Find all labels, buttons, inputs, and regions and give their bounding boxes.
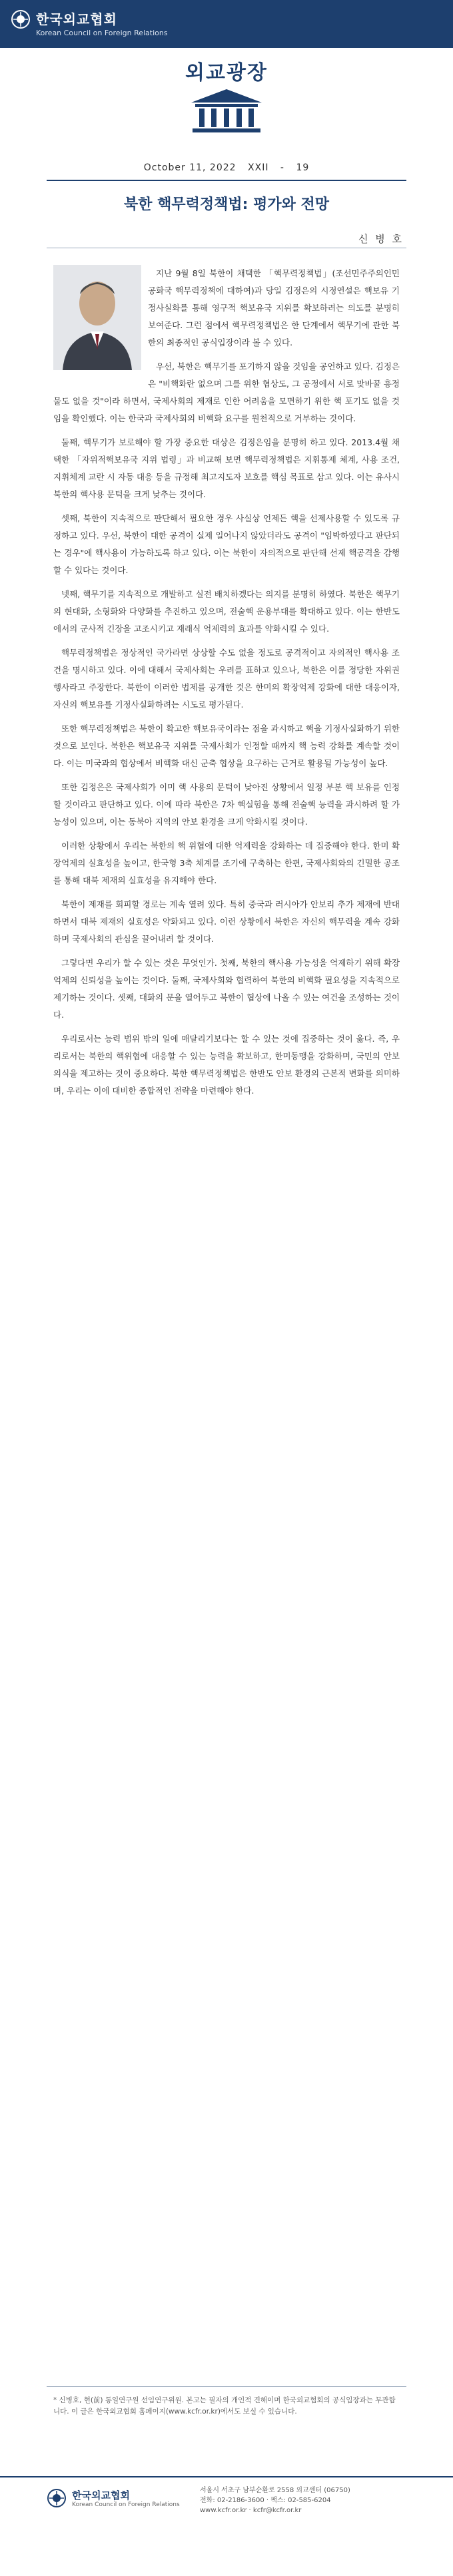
newsletter-title: 외교광장 — [185, 61, 268, 85]
issue-date: October 11, 2022 — [143, 162, 236, 173]
paragraph: 또한 핵무력정책법은 북한이 확고한 핵보유국이라는 점을 과시하고 핵을 기정사실화하기 위한 것으로 보인다. 북한은 핵보유국 지위를 국제사회가 인정할 때까지 핵 능력 강화를 계속할 것이다. 이는 미국과의 협상에서 비핵화 대신 군축 협상을 요구하는 근거로 활용될 가능성이 높다. — [53, 724, 400, 768]
article-author: 신 병 호 — [358, 233, 404, 245]
article-body — [53, 265, 400, 1106]
footer-org-name-en: Korean Council on Foreign Relations — [72, 2501, 180, 2508]
paragraph: 넷째, 핵무기를 지속적으로 개발하고 실전 배치하겠다는 의지를 분명히 하였다. 북한은 핵무기의 현대화, 소형화와 다양화를 추진하고 있으며, 전술핵 운용부대를 확대하고 있다. 이는 한반도에서의 군사적 긴장을 고조시키고 재래식 억제력의 효과를 약화시킬 수 있다. — [53, 589, 400, 634]
org-logo-icon — [11, 9, 31, 29]
paragraph: 지난 9월 8일 북한이 채택한 「핵무력정책법」(조선민주주의인민공화국 핵무력정책에 대하여)과 당일 김정은의 시정연설은 핵보유 기정사실화를 통해 영구적 핵보유국 지위를 확보하려는 의도를 분명히 보여준다. 그런 점에서 핵무력정책법은 한 단계에서 핵무기에 관한 북한의 최종적인 공식입장이라 볼 수 있다. — [148, 268, 400, 347]
paragraph: 우선, 북한은 핵무기를 포기하지 않을 것임을 공언하고 있다. 김정은은 "비핵화란 없으며 그를 위한 협상도, 그 공정에서 서로 맞바꿀 흥정물도 없을 것"이라 하면서, 국제사회의 제재로 인한 어려움을 모면하기 위한 핵 포기도 없을 것임을 확인했다. 이는 한국과 국제사회의 비핵화 요구를 원천적으로 거부하는 것이다. — [53, 361, 400, 423]
footer-phone: 전화: 02-2186-3600 · 팩스: 02-585-6204 — [200, 2497, 331, 2504]
paragraph: 둘째, 핵무기가 보로해야 할 가장 중요한 대상은 김정은임을 분명히 하고 있다. 2013.4월 채택한 「자위적핵보유국 지위 법령」과 비교해 보면 핵무력정책법은 지휘통제 체계, 사용 조건, 지휘체계 교란 시 자동 대응 등을 규정해 최고지도자 보호를 핵심 목표로 삼고 있다. 이는 유사시 북한의 핵사용 문턱을 크게 낮추는 것이다. — [53, 437, 400, 499]
header-band — [0, 0, 453, 48]
issue-separator: - — [280, 162, 284, 173]
divider-top — [47, 180, 406, 181]
issue-volume: XXII — [248, 162, 269, 173]
footer-contact — [200, 2485, 413, 2515]
footer-address: 서울시 서초구 남부순환로 2558 외교센터 (06750) — [200, 2487, 350, 2494]
paragraph: 우리로서는 능력 범위 밖의 일에 매달리기보다는 할 수 있는 것에 집중하는 것이 옳다. 즉, 우리로서는 북한의 핵위협에 대응할 수 있는 능력을 확보하고, 한미동맹을 강화하며, 국민의 안보의식을 제고하는 것이 중요하다. 북한 핵무력정책법은 한반도 안보 환경의 근본적 변화를 의미하며, 우리는 이에 대비한 종합적인 전략을 마련해야 한다. — [53, 1034, 400, 1096]
paragraph: 핵무력정책법은 정상적인 국가라면 상상할 수도 없을 정도로 공격적이고 자의적인 핵사용 조건을 명시하고 있다. 이에 대해서 국제사회는 우려를 표하고 있으나, 북한은 이를 정당한 자위권 행사라고 주장한다. 북한이 이러한 법제를 공개한 것은 한미의 확장억제 강화에 대한 대응이자, 자신의 핵보유를 기정사실화하려는 시도로 평가된다. — [53, 648, 400, 710]
footnote: * 신병호, 현(前) 통일연구원 선임연구위원. 본고는 필자의 개인적 견해이며 한국외교협회의 공식입장과는 무관합니다. 이 글은 한국외교협회 홈페이지(www.kcfr.or.kr)에서도 보실 수 있습니다. — [53, 2396, 396, 2416]
footer-logo-icon — [47, 2488, 67, 2508]
footer-org-name: 한국외교협회 — [72, 2489, 130, 2501]
photo-spacer — [53, 265, 148, 377]
paragraph: 북한이 제재를 회피할 경로는 계속 열려 있다. 특히 중국과 러시아가 안보리 추가 제재에 반대하면서 대북 제재의 실효성은 약화되고 있다. 이런 상황에서 북한은 자신의 핵무력을 계속 강화하며 국제사회의 관심을 끌어내려 할 것이다. — [53, 899, 400, 944]
article-title: 북한 핵무력정책법: 평가와 전망 — [123, 196, 330, 213]
newsletter-emblem — [177, 56, 276, 156]
paragraph: 이러한 상황에서 우리는 북한의 핵 위협에 대한 억제력을 강화하는 데 집중해야 한다. 한미 확장억제의 실효성을 높이고, 한국형 3축 체계를 조기에 구축하는 한편, 국제사회와의 긴밀한 공조를 통해 대북 제재의 실효성을 유지해야 한다. — [53, 841, 400, 885]
paragraph: 그렇다면 우리가 할 수 있는 것은 무엇인가. 첫째, 북한의 핵사용 가능성을 억제하기 위해 확장억제의 신뢰성을 높이는 것이다. 둘째, 국제사회와 협력하여 북한의 비핵화 필요성을 지속적으로 제기하는 것이다. 셋째, 대화의 문을 열어두고 북한이 협상에 나올 수 있는 여건을 조성하는 것이다. — [53, 958, 400, 1020]
divider-footnote — [47, 2386, 406, 2387]
building-icon — [189, 88, 264, 134]
footer-web: www.kcfr.or.kr · kcfr@kcfr.or.kr — [200, 2507, 302, 2514]
paragraph: 또한 김정은은 국제사회가 이미 핵 사용의 문턱이 낮아진 상황에서 일정 부분 핵 보유를 인정할 것이라고 판단하고 있다. 이에 따라 북한은 7차 핵실험을 통해 전술핵 능력을 과시하려 할 가능성이 있으며, 이는 동북아 지역의 안보 환경을 크게 악화시킬 것이다. — [53, 782, 400, 827]
issue-number: 19 — [296, 162, 310, 173]
org-name-en: Korean Council on Foreign Relations — [36, 29, 168, 37]
issue-line — [127, 162, 326, 173]
org-name-ko: 한국외교협회 — [36, 11, 117, 27]
paragraph: 셋째, 북한이 지속적으로 판단해서 필요한 경우 사실상 언제든 핵을 선제사용할 수 있도록 규정하고 있다. 우선, 북한이 대한 공격이 실제 일어나지 않았더라도 공격이 "임박하였다고 판단되는 경우"에 핵사용이 가능하도록 하고 있다. 이는 북한이 자의적으로 판단해 선제 핵공격을 감행할 수 있다는 것이다. — [53, 513, 400, 575]
